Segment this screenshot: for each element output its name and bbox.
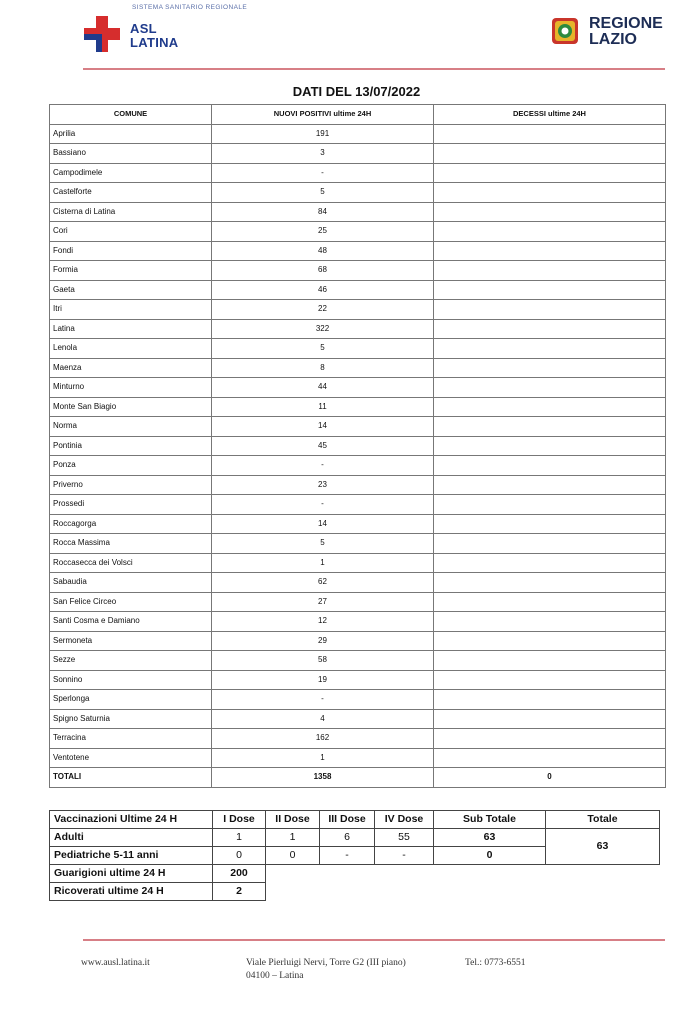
cell-positivi: 5 (212, 339, 434, 359)
cell-decessi (434, 748, 666, 768)
vax-adulti-dose3: 6 (320, 829, 375, 847)
cell-comune: San Felice Circeo (50, 592, 212, 612)
cell-decessi (434, 436, 666, 456)
cell-decessi (434, 144, 666, 164)
cell-comune: Bassiano (50, 144, 212, 164)
vax-header-row (50, 811, 660, 829)
cell-decessi (434, 729, 666, 749)
cell-positivi: 58 (212, 651, 434, 671)
cell-positivi: 29 (212, 631, 434, 651)
cell-decessi (434, 261, 666, 281)
table-row (50, 261, 666, 281)
cell-comune: Prossedi (50, 495, 212, 515)
cell-comune: Santi Cosma e Damiano (50, 612, 212, 632)
cell-positivi: - (212, 690, 434, 710)
cell-comune: Roccasecca dei Volsci (50, 553, 212, 573)
cell-decessi (434, 378, 666, 398)
table-row (50, 300, 666, 320)
table-row (50, 592, 666, 612)
cell-decessi (434, 241, 666, 261)
vax-row-adulti (50, 829, 660, 847)
footer-address-line1: Viale Pierluigi Nervi, Torre G2 (III piano) (246, 958, 406, 968)
cell-decessi (434, 651, 666, 671)
table-row (50, 339, 666, 359)
cell-decessi (434, 456, 666, 476)
cell-positivi: 5 (212, 183, 434, 203)
cell-comune: Roccagorga (50, 514, 212, 534)
table-row (50, 397, 666, 417)
cell-positivi: 162 (212, 729, 434, 749)
guarigioni-row (50, 865, 660, 883)
cell-decessi (434, 709, 666, 729)
cell-decessi (434, 631, 666, 651)
table-header-row (50, 105, 666, 125)
ricoverati-spacer (266, 883, 660, 901)
table-row (50, 709, 666, 729)
cell-positivi: 44 (212, 378, 434, 398)
cell-positivi: 1 (212, 553, 434, 573)
cell-comune: Campodimele (50, 163, 212, 183)
header-divider (83, 68, 665, 70)
vax-header-title: Vaccinazioni Ultime 24 H (50, 811, 213, 829)
cell-comune: Monte San Biagio (50, 397, 212, 417)
cell-positivi: 84 (212, 202, 434, 222)
cell-positivi: 4 (212, 709, 434, 729)
table-row (50, 241, 666, 261)
cell-decessi (434, 475, 666, 495)
cell-decessi (434, 124, 666, 144)
table-row (50, 748, 666, 768)
vax-adulti-subtotale: 63 (434, 829, 546, 847)
cell-comune: Fondi (50, 241, 212, 261)
table-row (50, 280, 666, 300)
table-row (50, 514, 666, 534)
table-row (50, 690, 666, 710)
document-title: DATI DEL 13/07/2022 (292, 84, 421, 99)
totals-row (50, 768, 666, 788)
cell-positivi: - (212, 456, 434, 476)
vax-header-dose2: II Dose (266, 811, 320, 829)
regione-line1: REGIONE (589, 15, 663, 32)
cell-positivi: 45 (212, 436, 434, 456)
table-row (50, 183, 666, 203)
cell-comune: Sonnino (50, 670, 212, 690)
cell-comune: Sezze (50, 651, 212, 671)
footer-phone: Tel.: 0773-6551 (465, 958, 526, 968)
cell-comune: Ponza (50, 456, 212, 476)
cell-decessi (434, 319, 666, 339)
totals-positivi: 1358 (212, 768, 434, 788)
regione-line2: LAZIO (589, 31, 637, 48)
cell-positivi: 11 (212, 397, 434, 417)
footer-address (246, 957, 406, 983)
vax-header-dose1: I Dose (213, 811, 266, 829)
table-row (50, 495, 666, 515)
table-body (50, 124, 666, 768)
cell-comune: Castelforte (50, 183, 212, 203)
table-row (50, 436, 666, 456)
cell-comune: Ventotene (50, 748, 212, 768)
footer-divider (83, 939, 665, 941)
cell-decessi (434, 202, 666, 222)
vax-pediatriche-dose1: 0 (213, 847, 266, 865)
asl-name-line2: LATINA (130, 35, 179, 50)
cell-comune: Itri (50, 300, 212, 320)
table-row (50, 222, 666, 242)
table-row (50, 417, 666, 437)
cell-comune: Lenola (50, 339, 212, 359)
cell-decessi (434, 670, 666, 690)
vax-pediatriche-subtotale: 0 (434, 847, 546, 865)
cell-positivi: 25 (212, 222, 434, 242)
table-row (50, 612, 666, 632)
vax-adulti-dose4: 55 (375, 829, 434, 847)
cell-decessi (434, 417, 666, 437)
cell-comune: Cori (50, 222, 212, 242)
cell-positivi: 46 (212, 280, 434, 300)
cell-decessi (434, 495, 666, 515)
vax-pediatriche-dose2: 0 (266, 847, 320, 865)
guarigioni-value: 200 (213, 865, 266, 883)
cell-comune: Priverno (50, 475, 212, 495)
totals-decessi: 0 (434, 768, 666, 788)
cell-positivi: 191 (212, 124, 434, 144)
cell-positivi: 8 (212, 358, 434, 378)
vax-adulti-label: Adulti (50, 829, 213, 847)
cell-comune: Latina (50, 319, 212, 339)
vax-pediatriche-label: Pediatriche 5-11 anni (50, 847, 213, 865)
ricoverati-row (50, 883, 660, 901)
vax-header-dose3: III Dose (320, 811, 375, 829)
cell-decessi (434, 573, 666, 593)
regione-name (589, 16, 663, 48)
positivi-table (49, 104, 666, 788)
cell-positivi: - (212, 495, 434, 515)
table-row (50, 553, 666, 573)
table-row (50, 631, 666, 651)
cell-comune: Formia (50, 261, 212, 281)
cell-comune: Minturno (50, 378, 212, 398)
table-row (50, 651, 666, 671)
cell-decessi (434, 592, 666, 612)
cell-positivi: 12 (212, 612, 434, 632)
cell-positivi: 48 (212, 241, 434, 261)
cell-comune: Sperlonga (50, 690, 212, 710)
table-row (50, 378, 666, 398)
cell-positivi: 19 (212, 670, 434, 690)
cell-comune: Aprilia (50, 124, 212, 144)
cell-decessi (434, 690, 666, 710)
table-row (50, 144, 666, 164)
totals-label: TOTALI (50, 768, 212, 788)
cell-positivi: 27 (212, 592, 434, 612)
table-row (50, 319, 666, 339)
cell-decessi (434, 534, 666, 554)
vax-header-dose4: IV Dose (375, 811, 434, 829)
table-row (50, 573, 666, 593)
table-row (50, 670, 666, 690)
cell-positivi: 68 (212, 261, 434, 281)
footer-address-line2: 04100 – Latina (246, 971, 304, 981)
regione-lazio-logo (549, 15, 679, 55)
cell-decessi (434, 300, 666, 320)
asl-subtitle: SISTEMA SANITARIO REGIONALE (132, 4, 248, 11)
vax-totale: 63 (546, 829, 660, 865)
footer-website: www.ausl.latina.it (81, 958, 150, 968)
cell-decessi (434, 553, 666, 573)
cell-positivi: 3 (212, 144, 434, 164)
cell-comune: Maenza (50, 358, 212, 378)
cell-comune: Norma (50, 417, 212, 437)
cell-positivi: 1 (212, 748, 434, 768)
cell-positivi: 5 (212, 534, 434, 554)
table-row (50, 202, 666, 222)
cell-comune: Sabaudia (50, 573, 212, 593)
vax-header-totale: Totale (546, 811, 660, 829)
vaccinations-table (49, 810, 660, 901)
cell-decessi (434, 339, 666, 359)
cell-comune: Spigno Saturnia (50, 709, 212, 729)
vax-header-subtotale: Sub Totale (434, 811, 546, 829)
cell-decessi (434, 358, 666, 378)
cell-comune: Gaeta (50, 280, 212, 300)
cell-decessi (434, 280, 666, 300)
cell-decessi (434, 397, 666, 417)
asl-name-line1: ASL (130, 21, 157, 36)
cell-decessi (434, 612, 666, 632)
table-row (50, 729, 666, 749)
cell-positivi: 322 (212, 319, 434, 339)
cell-decessi (434, 163, 666, 183)
table-row (50, 358, 666, 378)
header-decessi: DECESSI ultime 24H (434, 105, 666, 125)
cell-positivi: 22 (212, 300, 434, 320)
cell-comune: Cisterna di Latina (50, 202, 212, 222)
cell-comune: Pontinia (50, 436, 212, 456)
regione-lazio-emblem-icon (549, 15, 581, 49)
cell-positivi: 14 (212, 514, 434, 534)
cell-comune: Terracina (50, 729, 212, 749)
cell-positivi: 23 (212, 475, 434, 495)
header-positivi: NUOVI POSITIVI ultime 24H (212, 105, 434, 125)
cell-decessi (434, 183, 666, 203)
table-row (50, 124, 666, 144)
table-row (50, 475, 666, 495)
vax-pediatriche-dose4: - (375, 847, 434, 865)
cell-positivi: 14 (212, 417, 434, 437)
guarigioni-label: Guarigioni ultime 24 H (50, 865, 213, 883)
vax-adulti-dose1: 1 (213, 829, 266, 847)
table-row (50, 163, 666, 183)
cell-decessi (434, 222, 666, 242)
cell-positivi: 62 (212, 573, 434, 593)
guarigioni-spacer (266, 865, 660, 883)
vax-adulti-dose2: 1 (266, 829, 320, 847)
ricoverati-value: 2 (213, 883, 266, 901)
asl-latina-logo (84, 4, 284, 54)
cell-comune: Rocca Massima (50, 534, 212, 554)
asl-cross-icon (84, 16, 120, 52)
table-row (50, 456, 666, 476)
cell-positivi: - (212, 163, 434, 183)
table-row (50, 534, 666, 554)
vax-pediatriche-dose3: - (320, 847, 375, 865)
cell-decessi (434, 514, 666, 534)
ricoverati-label: Ricoverati ultime 24 H (50, 883, 213, 901)
header-comune: COMUNE (50, 105, 212, 125)
cell-comune: Sermoneta (50, 631, 212, 651)
asl-name (130, 22, 179, 50)
